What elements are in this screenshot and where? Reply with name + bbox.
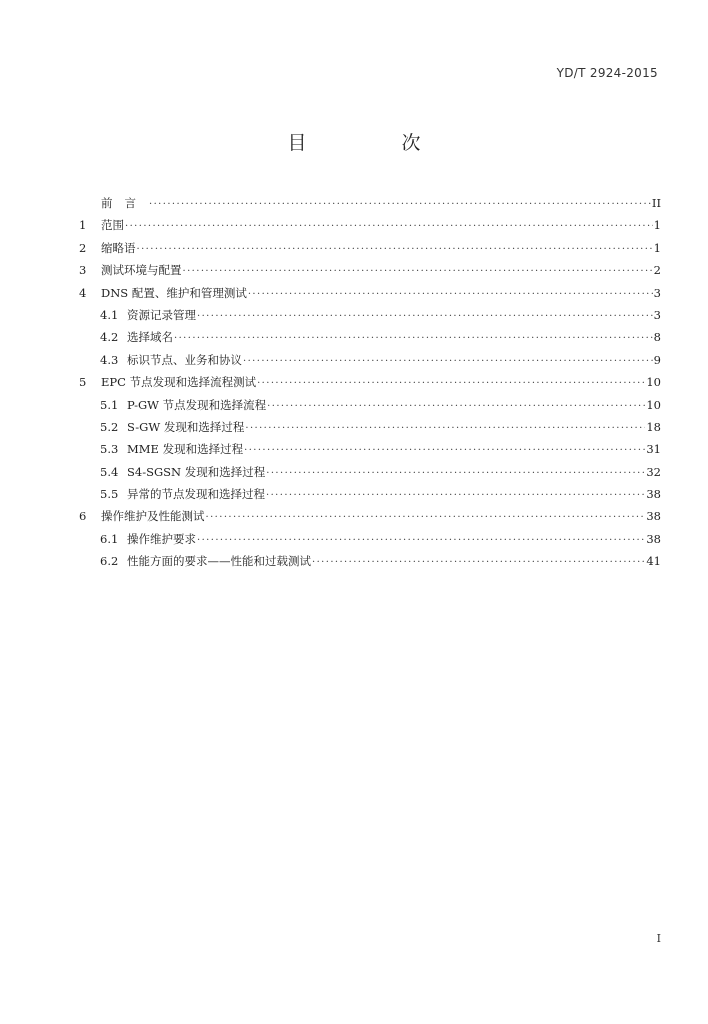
toc-entry-page: 3 (653, 307, 661, 322)
toc-entry-number: 4 (79, 285, 87, 300)
toc-entry-page: 41 (646, 554, 661, 569)
toc-dot-leader (245, 418, 645, 440)
toc-entry-title: 缩略语 (101, 240, 136, 255)
toc-entry-title: EPC 节点发现和选择流程测试 (101, 375, 257, 390)
toc-entry-number: 6 (79, 509, 87, 524)
toc-entry-5-4[interactable] (79, 461, 661, 483)
toc-entry-page: 32 (646, 464, 661, 479)
toc-entry-title: 性能方面的要求——性能和过载测试 (127, 554, 311, 569)
toc-entry-scope[interactable] (79, 214, 661, 236)
toc-entry-title: 选择域名 (127, 330, 173, 345)
toc-entry-title: 异常的节点发现和选择过程 (127, 487, 265, 502)
toc-dot-leader (267, 396, 645, 418)
toc-dot-leader (243, 351, 653, 373)
toc-dot-leader (197, 530, 645, 552)
toc-entry-title: S-GW 发现和选择过程 (127, 419, 245, 434)
toc-entry-page: 8 (653, 330, 661, 345)
toc-entry-page: 1 (653, 240, 661, 255)
toc-entry-number: 5.4 (100, 464, 119, 479)
toc-entry-title: 前言 (101, 196, 148, 210)
toc-entry-6-1[interactable] (79, 528, 661, 550)
toc-entry-title: 测试环境与配置 (101, 263, 182, 278)
toc-dot-leader (244, 440, 645, 462)
toc-dot-leader (125, 216, 653, 238)
toc-entry-title: 操作维护及性能测试 (101, 509, 205, 524)
toc-entry-page: II (651, 196, 661, 210)
toc-entry-title: S4-SGSN 发现和选择过程 (127, 464, 266, 479)
toc-entry-page: 38 (646, 531, 661, 546)
toc-entry-number: 4.3 (100, 352, 119, 367)
table-of-contents (79, 192, 661, 573)
toc-entry-page: 10 (646, 375, 661, 390)
toc-dot-leader (248, 284, 653, 306)
toc-entry-page: 3 (653, 285, 661, 300)
document-number: YD/T 2924-2015 (556, 66, 658, 80)
toc-entry-page: 10 (646, 397, 661, 412)
toc-entry-number: 3 (79, 263, 87, 278)
toc-entry-number: 4.2 (100, 330, 119, 345)
toc-entry-page: 1 (653, 218, 661, 233)
toc-entry-page: 18 (646, 419, 661, 434)
toc-dot-leader (174, 328, 653, 350)
toc-entry-title: P-GW 节点发现和选择流程 (127, 397, 267, 412)
toc-title: 目 次 (287, 132, 459, 154)
toc-entry-title: 资源记录管理 (127, 307, 196, 322)
toc-entry-page: 2 (653, 263, 661, 278)
toc-entry-number: 6.2 (100, 554, 119, 569)
toc-entry-5-5[interactable] (79, 483, 661, 505)
toc-entry-page: 31 (646, 442, 661, 457)
toc-entry-title: 范围 (101, 218, 124, 233)
toc-dot-leader (206, 507, 646, 529)
toc-entry-5-2[interactable] (79, 416, 661, 438)
toc-entry-number: 5.5 (100, 487, 119, 502)
toc-entry-number: 5 (79, 375, 87, 390)
toc-entry-4-2[interactable] (79, 326, 661, 348)
toc-entry-title: MME 发现和选择过程 (127, 442, 244, 457)
toc-dot-leader (197, 306, 653, 328)
toc-entry-epc-tests[interactable] (79, 371, 661, 393)
toc-entry-number: 5.3 (100, 442, 119, 457)
page-number: I (656, 932, 661, 945)
toc-entry-title: 标识节点、业务和协议 (127, 352, 242, 367)
toc-dot-leader (257, 373, 645, 395)
toc-dot-leader (266, 463, 645, 485)
toc-entry-number: 5.2 (100, 419, 119, 434)
toc-entry-number: 2 (79, 240, 87, 255)
toc-entry-6-2[interactable] (79, 550, 661, 572)
toc-entry-foreword[interactable] (79, 192, 661, 214)
toc-dot-leader (266, 485, 645, 507)
toc-entry-number: 5.1 (100, 397, 119, 412)
toc-dot-leader (149, 194, 651, 216)
toc-dot-leader (312, 552, 645, 574)
toc-entry-number: 1 (79, 218, 87, 233)
toc-dot-leader (137, 239, 653, 261)
toc-entry-4-1[interactable] (79, 304, 661, 326)
toc-entry-dns-tests[interactable] (79, 282, 661, 304)
toc-entry-5-1[interactable] (79, 394, 661, 416)
toc-dot-leader (183, 261, 653, 283)
toc-entry-page: 9 (653, 352, 661, 367)
toc-entry-title: DNS 配置、维护和管理测试 (101, 285, 247, 300)
toc-entry-4-3[interactable] (79, 349, 661, 371)
toc-entry-5-3[interactable] (79, 438, 661, 460)
toc-entry-abbreviations[interactable] (79, 237, 661, 259)
toc-entry-number: 6.1 (100, 531, 119, 546)
toc-entry-number: 4.1 (100, 307, 119, 322)
toc-entry-page: 38 (646, 487, 661, 502)
toc-entry-title: 操作维护要求 (127, 531, 196, 546)
toc-entry-test-environment[interactable] (79, 259, 661, 281)
toc-entry-page: 38 (646, 509, 661, 524)
toc-entry-oam-performance[interactable] (79, 505, 661, 527)
